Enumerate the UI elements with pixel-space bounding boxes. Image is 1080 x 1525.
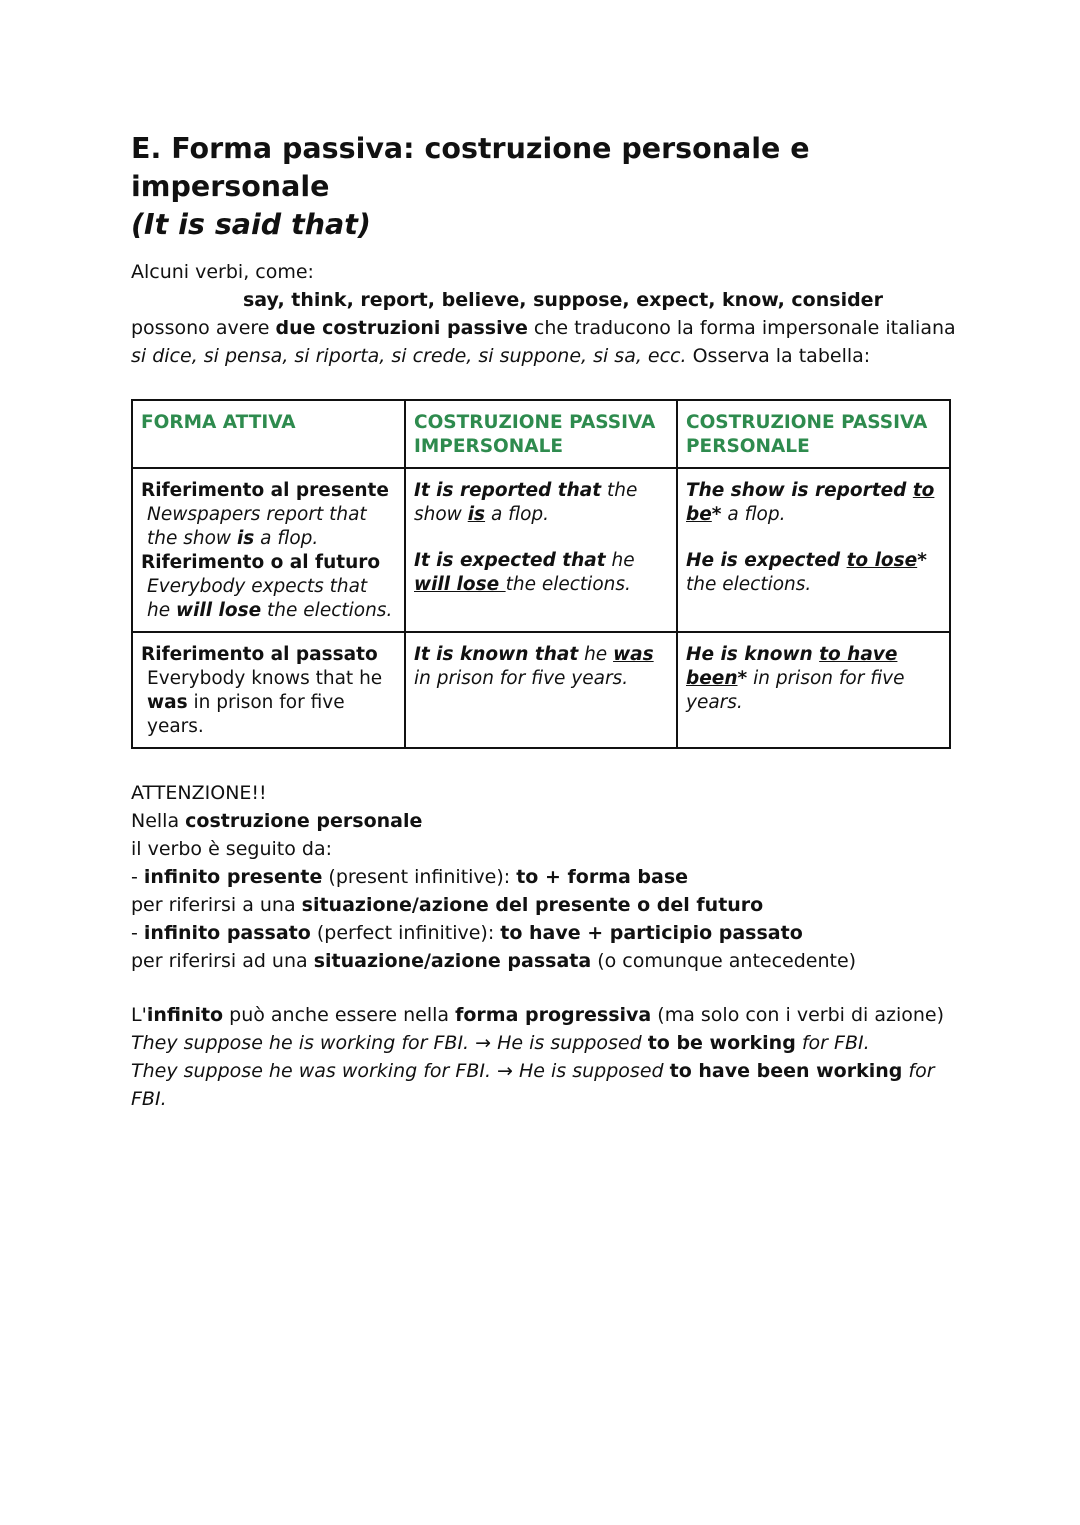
bold-run: was [147, 692, 188, 713]
example-personal-past [686, 643, 941, 715]
text-run: (perfect infinitive): [310, 922, 501, 944]
cell-impersonal-past [405, 632, 677, 748]
verb-list: say, think, report, believe, suppose, expect, know, consider [243, 289, 883, 311]
intro-section [131, 258, 961, 370]
intro-line-4 [131, 342, 961, 370]
underlined-run: was [613, 644, 654, 665]
text-run: Everybody expects that he [147, 576, 368, 621]
table-row [132, 632, 950, 748]
asterisk: * [737, 668, 748, 689]
bold-run: costruzione personale [185, 810, 423, 832]
example-active-present [141, 503, 396, 551]
text-run: for FBI. [131, 1060, 935, 1110]
bold-run: situazione/azione del presente o del futuro [301, 894, 764, 916]
bold-run: It is known that [414, 644, 579, 665]
text-run: (present infinitive): [322, 866, 517, 888]
underlined-run: to lose [846, 550, 918, 571]
text-run: he [578, 644, 614, 665]
bold-run: due costruzioni passive [275, 317, 528, 339]
bold-run: situazione/azione passata [313, 950, 592, 972]
italic-run: si dice, si pensa, si riporta, si crede, si suppone, si sa, ecc. [131, 345, 687, 367]
progressive-example-2 [131, 1057, 961, 1113]
text-run: - [131, 922, 144, 944]
text-run: They suppose he was working for FBI. → He is supposed [131, 1060, 670, 1082]
text-run: che traducono la forma impersonale italiana [527, 317, 956, 339]
underlined-run: to have been [686, 644, 898, 689]
intro-line-3 [131, 314, 961, 342]
text-run: possono avere [131, 317, 276, 339]
example-personal-present [686, 479, 941, 527]
bold-run: He is known [686, 644, 820, 665]
header-impersonal-passive: COSTRUZIONE PASSIVA IMPERSONALE [405, 400, 677, 468]
cell-active-past [132, 632, 405, 748]
bold-run: is [236, 528, 255, 549]
header-personal-passive: COSTRUZIONE PASSIVA PERSONALE [677, 400, 950, 468]
bold-run: It is expected that [414, 550, 606, 571]
text-run: a flop. [254, 528, 319, 549]
text-run: the elections. [505, 574, 631, 595]
attention-line-4 [131, 863, 961, 891]
text-run: - [131, 866, 144, 888]
text-run: L' [131, 1004, 147, 1026]
text-run: (o comunque antecedente) [591, 950, 857, 972]
example-active-past [141, 667, 396, 739]
text-run: Everybody knows that he [147, 668, 383, 689]
attention-line-5 [131, 891, 961, 919]
text-run: per riferirsi ad una [131, 950, 314, 972]
title-subtitle: (It is said that) [131, 208, 371, 241]
example-active-future [141, 575, 396, 623]
bold-run: He is expected [686, 550, 847, 571]
text-run: a flop. [485, 504, 550, 525]
text-run: per riferirsi a una [131, 894, 302, 916]
bold-run: It is reported that [414, 480, 602, 501]
bold-run: forma progressiva [455, 1004, 652, 1026]
bold-run: to have been working [669, 1060, 903, 1082]
text-run: in prison for five years. [686, 668, 905, 713]
title-text: E. Forma passiva: costruzione personale e impersonale [131, 132, 810, 203]
text-run: the elections. [686, 574, 812, 595]
text-run: he [605, 550, 635, 571]
bold-run: to have + participio passato [500, 922, 803, 944]
attention-line-6 [131, 919, 961, 947]
bold-run: The show is reported [686, 480, 913, 501]
text-run: a flop. [721, 504, 786, 525]
intro-line-1: Alcuni verbi, come: [131, 261, 314, 283]
cell-personal-past [677, 632, 950, 748]
attention-line-2 [131, 807, 961, 835]
cell-impersonal-present-future [405, 468, 677, 632]
bold-run: to + forma base [516, 866, 689, 888]
text-run: They suppose he is working for FBI. → He is supposed [131, 1032, 648, 1054]
text-run: Osserva la tabella: [686, 345, 871, 367]
text-run: the elections. [261, 600, 393, 621]
header-active-form: FORMA ATTIVA [132, 400, 405, 468]
cell-personal-present-future [677, 468, 950, 632]
underlined-run: is [467, 504, 486, 525]
text-run: (ma solo con i verbi di azione) [651, 1004, 944, 1026]
asterisk: * [711, 504, 722, 525]
text-run: Nella [131, 810, 186, 832]
cell-active-present-future [132, 468, 405, 632]
bold-run: infinito passato [143, 922, 311, 944]
example-impersonal-future [414, 549, 668, 597]
row-title-present: Riferimento al presente [141, 480, 389, 501]
bold-run: to be working [647, 1032, 796, 1054]
text-run: in prison for five years. [147, 692, 345, 737]
progressive-section [131, 1001, 961, 1113]
attention-line-3: il verbo è seguito da: [131, 838, 332, 860]
progressive-example-1 [131, 1029, 961, 1057]
asterisk: * [917, 550, 927, 571]
table-header-row [132, 400, 950, 468]
text-run: for FBI. [795, 1032, 870, 1054]
text-run: può anche essere nella [223, 1004, 456, 1026]
underlined-run: to be [686, 480, 935, 525]
progressive-line-1 [131, 1001, 961, 1029]
attention-heading: ATTENZIONE!! [131, 782, 267, 804]
row-title-past: Riferimento al passato [141, 644, 378, 665]
bold-run: will lose [176, 600, 262, 621]
underlined-run: will lose [414, 574, 506, 595]
passive-forms-table [131, 399, 951, 749]
bold-run: infinito [146, 1004, 224, 1026]
example-personal-future [686, 549, 941, 597]
text-run: in prison for five years. [414, 668, 629, 689]
attention-section [131, 779, 961, 975]
page-title [131, 130, 961, 244]
table-row [132, 468, 950, 632]
text-run: Newspapers report that the show [147, 504, 367, 549]
document-page [131, 130, 961, 1113]
text-run: the show [414, 480, 638, 525]
attention-line-7 [131, 947, 961, 975]
example-impersonal-past [414, 643, 668, 691]
row-title-future: Riferimento o al futuro [141, 552, 381, 573]
example-impersonal-present [414, 479, 668, 527]
bold-run: infinito presente [143, 866, 323, 888]
